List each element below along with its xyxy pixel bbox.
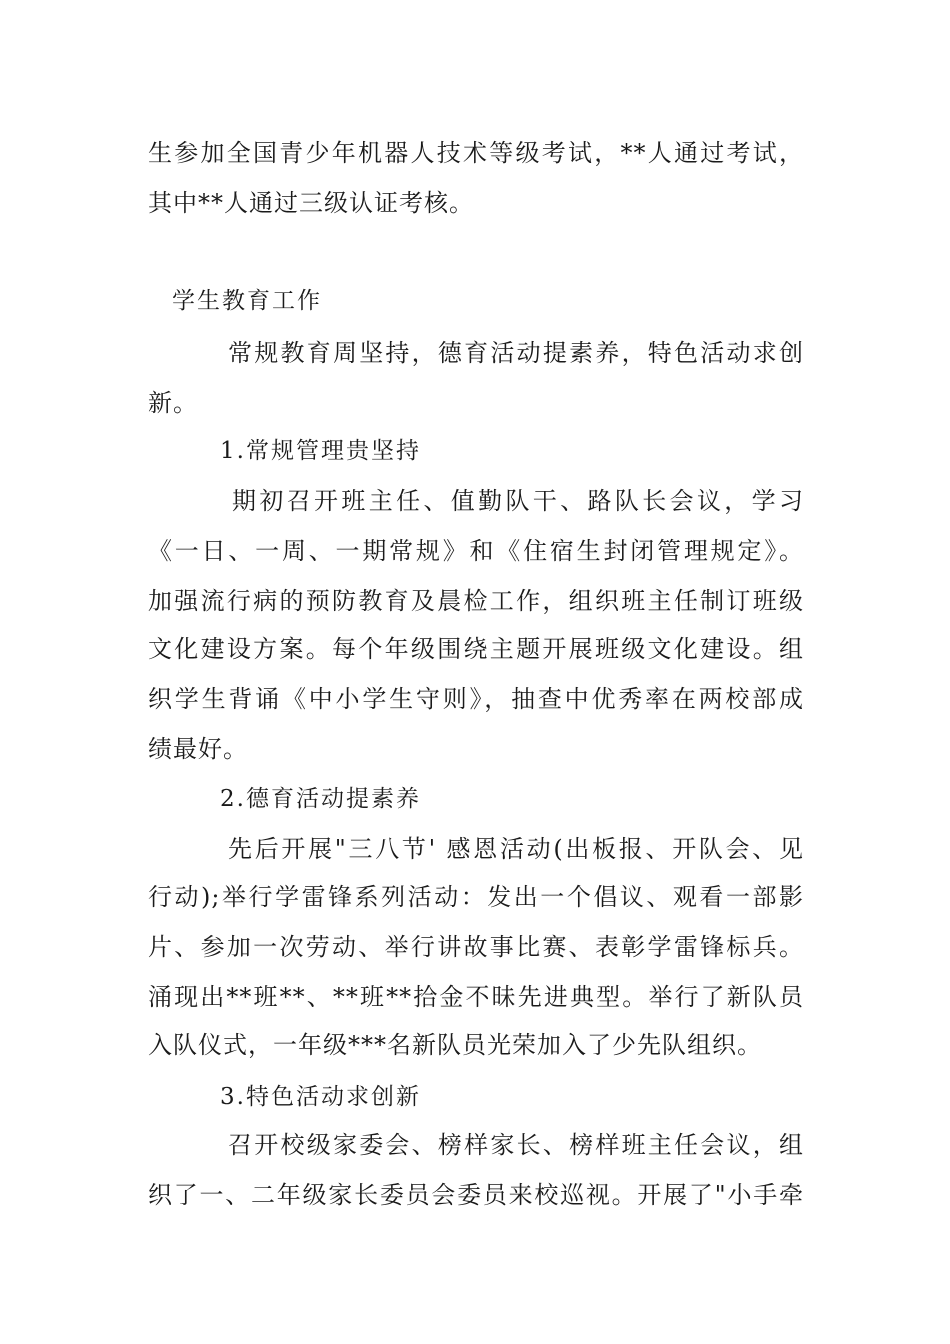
paragraph-line: 织学生背诵《中小学生守则》，抽查中优秀率在两校部成 — [148, 685, 804, 713]
subsection-heading: 3.特色活动求创新 — [220, 1084, 421, 1110]
paragraph-line: 先后开展"三八节' 感恩活动(出板报、开队会、见 — [228, 835, 804, 863]
paragraph-line: 新。 — [148, 389, 198, 417]
section-heading: 学生教育工作 — [172, 288, 322, 314]
paragraph-line: 其中**人通过三级认证考核。 — [148, 189, 474, 217]
paragraph-line: 《一日、一周、一期常规》和《住宿生封闭管理规定》。 — [148, 537, 804, 565]
paragraph-line: 加强流行病的预防教育及晨检工作，组织班主任制订班级 — [148, 587, 804, 615]
paragraph-line: 涌现出**班**、**班**拾金不昧先进典型。举行了新队员 — [148, 983, 804, 1011]
paragraph-line: 召开校级家委会、榜样家长、榜样班主任会议，组 — [228, 1131, 804, 1159]
paragraph-line: 绩最好。 — [148, 735, 248, 763]
paragraph-line: 织了一、二年级家长委员会委员来校巡视。开展了"小手牵 — [148, 1181, 804, 1209]
subsection-heading: 1.常规管理贵坚持 — [220, 438, 421, 464]
paragraph-line: 行动);举行学雷锋系列活动：发出一个倡议、观看一部影 — [148, 883, 804, 911]
paragraph-line: 文化建设方案。每个年级围绕主题开展班级文化建设。组 — [148, 635, 804, 663]
paragraph-line: 常规教育周坚持，德育活动提素养，特色活动求创 — [228, 339, 804, 367]
subsection-heading: 2.德育活动提素养 — [220, 786, 421, 812]
paragraph-line: 生参加全国青少年机器人技术等级考试，**人通过考试， — [148, 139, 804, 167]
paragraph-line: 入队仪式，一年级***名新队员光荣加入了少先队组织。 — [148, 1031, 762, 1059]
paragraph-line: 期初召开班主任、值勤队干、路队长会议，学习 — [232, 487, 804, 515]
paragraph-line: 片、参加一次劳动、举行讲故事比赛、表彰学雷锋标兵。 — [148, 933, 804, 961]
